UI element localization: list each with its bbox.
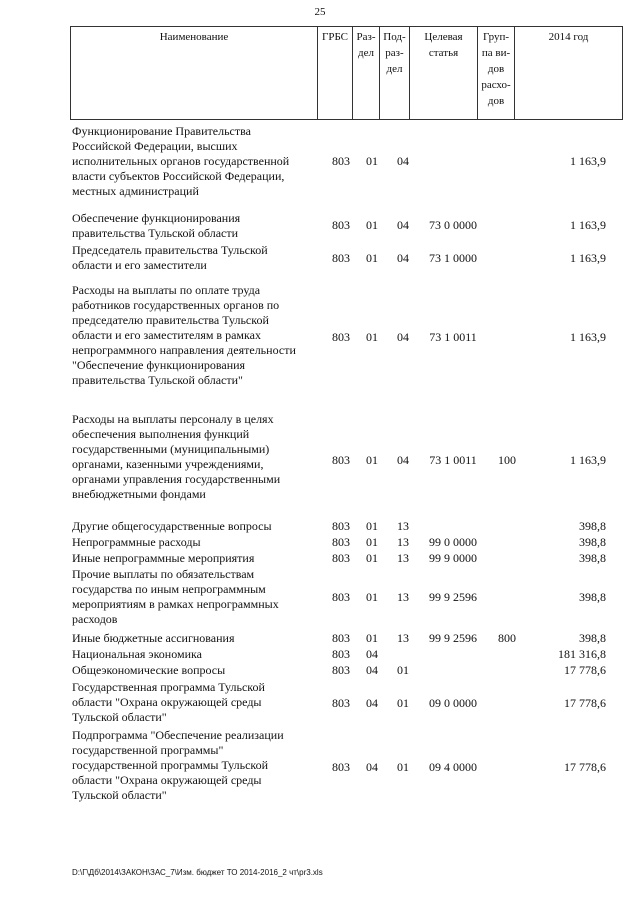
header-expense-group: Груп- па ви- дов расхо- дов [478,27,515,120]
row-name: Обеспечение функционирования правительства Тульской области [72,211,241,240]
row-razdel: 04 [366,696,378,710]
row-podrazdel: 04 [397,154,409,168]
row-razdel: 01 [366,590,378,604]
row-grbs: 803 [332,218,350,232]
row-razdel: 01 [366,251,378,265]
row-grbs: 803 [332,453,350,467]
row-sum: 1 163,9 [570,251,606,265]
header-target-article: Целевая статья [410,27,478,120]
row-podrazdel: 01 [397,696,409,710]
row-name: Подпрограмма "Обеспечение реализации государственной программы" государственной программы Тульской области "Охрана окружающей среды Тульской области" [72,728,284,802]
row-sum: 1 163,9 [570,218,606,232]
row-podrazdel: 04 [397,453,409,467]
header-name: Наименование [71,27,318,120]
row-target-article: 09 4 0000 [429,760,477,774]
row-grbs: 803 [332,663,350,677]
row-name: Расходы на выплаты по оплате труда работников государственных органов по председателю правительства Тульской области и его заместителям в рамках непрограммного направления деятельности "Обеспечение функционирования правительства Тульской области" [72,283,296,387]
header-year: 2014 год [515,27,623,120]
row-grbs: 803 [332,251,350,265]
row-sum: 17 778,6 [564,663,606,677]
row-grbs: 803 [332,519,350,533]
row-razdel: 01 [366,551,378,565]
row-sum: 17 778,6 [564,760,606,774]
row-podrazdel: 13 [397,590,409,604]
row-podrazdel: 13 [397,551,409,565]
row-name: Общеэкономические вопросы [72,663,226,677]
row-razdel: 01 [366,535,378,549]
row-name: Непрограммные расходы [72,535,201,549]
row-razdel: 01 [366,330,378,344]
row-podrazdel: 13 [397,519,409,533]
row-name: Другие общегосударственные вопросы [72,519,272,533]
row-grbs: 803 [332,330,350,344]
row-expense-group: 100 [498,453,516,467]
row-target-article: 73 0 0000 [429,218,477,232]
row-name: Национальная экономика [72,647,202,661]
row-podrazdel: 01 [397,663,409,677]
row-sum: 17 778,6 [564,696,606,710]
header-grbs: ГРБС [318,27,353,120]
page-number: 25 [314,6,326,18]
row-expense-group: 800 [498,631,516,645]
row-sum: 1 163,9 [570,154,606,168]
row-target-article: 73 1 0011 [429,330,477,344]
header-razdel: Раз- дел [353,27,380,120]
row-name: Функционирование Правительства Российской Федерации, высших исполнительных органов государственной власти субъектов Российской Федерации, местных администраций [72,124,290,198]
row-name: Председатель правительства Тульской области и его заместители [72,243,268,272]
row-razdel: 01 [366,218,378,232]
row-grbs: 803 [332,535,350,549]
row-grbs: 803 [332,551,350,565]
header-podrazdel: Под- раз- дел [380,27,410,120]
row-target-article: 99 0 0000 [429,535,477,549]
row-target-article: 09 0 0000 [429,696,477,710]
row-grbs: 803 [332,696,350,710]
row-razdel: 01 [366,519,378,533]
row-podrazdel: 04 [397,218,409,232]
row-razdel: 04 [366,663,378,677]
row-grbs: 803 [332,647,350,661]
row-razdel: 04 [366,760,378,774]
row-grbs: 803 [332,154,350,168]
row-name: Иные бюджетные ассигнования [72,631,235,645]
row-sum: 398,8 [579,590,606,604]
row-name: Иные непрограммные мероприятия [72,551,255,565]
row-sum: 398,8 [579,535,606,549]
row-sum: 398,8 [579,519,606,533]
row-name: Государственная программа Тульской области "Охрана окружающей среды Тульской области" [72,680,265,724]
row-podrazdel: 04 [397,251,409,265]
row-target-article: 73 1 0011 [429,453,477,467]
row-grbs: 803 [332,590,350,604]
row-name: Прочие выплаты по обязательствам государства по иным непрограммным мероприятиям в рамках непрограммных расходов [72,567,279,626]
row-grbs: 803 [332,760,350,774]
row-podrazdel: 04 [397,330,409,344]
row-sum: 398,8 [579,631,606,645]
row-razdel: 04 [366,647,378,661]
row-name: Расходы на выплаты персоналу в целях обеспечения выполнения функций государственными (муниципальными) органами, казенными учреждениями, органами управления государственными внебюджетными фондами [72,412,281,501]
row-target-article: 99 9 2596 [429,590,477,604]
row-sum: 181 316,8 [558,647,606,661]
row-sum: 398,8 [579,551,606,565]
row-podrazdel: 13 [397,535,409,549]
row-target-article: 99 9 0000 [429,551,477,565]
row-podrazdel: 13 [397,631,409,645]
row-target-article: 99 9 2596 [429,631,477,645]
file-path-footer: D:\Г\Дб\2014\ЗАКОН\ЗАС_7\Изм. бюджет ТО 2014-2016_2 чт\pr3.xls [72,868,323,877]
row-podrazdel: 01 [397,760,409,774]
row-sum: 1 163,9 [570,453,606,467]
row-grbs: 803 [332,631,350,645]
row-razdel: 01 [366,453,378,467]
row-razdel: 01 [366,631,378,645]
row-sum: 1 163,9 [570,330,606,344]
row-target-article: 73 1 0000 [429,251,477,265]
row-razdel: 01 [366,154,378,168]
